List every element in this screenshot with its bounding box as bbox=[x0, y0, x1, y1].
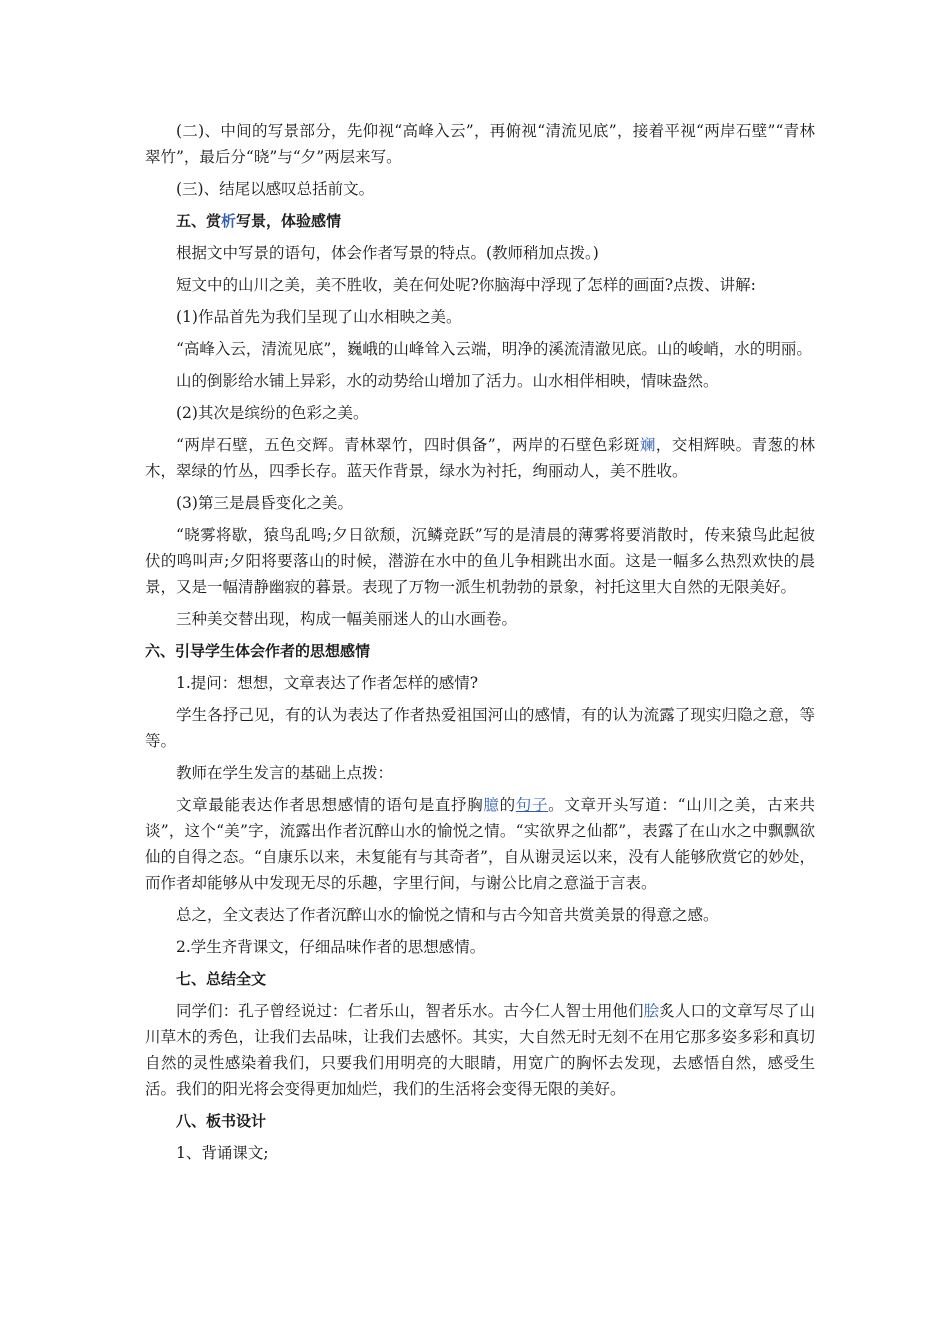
text-run: 析 bbox=[221, 212, 237, 230]
text-run: 臆 bbox=[483, 796, 500, 814]
link-text[interactable]: 句子 bbox=[515, 796, 549, 814]
text-run: 斓 bbox=[639, 436, 656, 454]
text-run: “两岸石壁，五色交辉。青林翠竹，四时俱备”，两岸的石壁色彩斑 bbox=[176, 436, 640, 454]
paragraph bbox=[145, 304, 815, 330]
paragraph bbox=[145, 522, 815, 600]
paragraph bbox=[145, 176, 815, 202]
paragraph bbox=[145, 606, 815, 632]
paragraph bbox=[145, 760, 815, 786]
paragraph bbox=[145, 490, 815, 516]
paragraph bbox=[145, 368, 815, 394]
paragraph bbox=[145, 1140, 815, 1166]
text-run: 六、引导学生体会作者的思想感情 bbox=[145, 642, 371, 660]
paragraph bbox=[145, 272, 815, 298]
paragraph bbox=[145, 240, 815, 266]
text-run: 1、背诵课文; bbox=[176, 1144, 269, 1162]
text-run: (3)第三是晨昏变化之美。 bbox=[176, 494, 353, 512]
document-page bbox=[145, 118, 815, 1172]
text-run: 八、板书设计 bbox=[176, 1112, 267, 1130]
paragraph bbox=[145, 934, 815, 960]
text-run: 同学们：孔子曾经说过：仁者乐山，智者乐水。古今仁人智士用他们 bbox=[176, 1002, 644, 1020]
paragraph bbox=[145, 998, 815, 1102]
text-run: 文章最能表达作者思想感情的语句是直抒胸 bbox=[176, 796, 484, 814]
text-run: 七、总结全文 bbox=[176, 970, 267, 988]
text-run: 脍 bbox=[643, 1002, 660, 1020]
text-run: 。文章开头写道：“山川之美，古来共谈”，这个“美”字，流露出作者沉醉山水的愉悦之情。“实欲界之仙都”，表露了在山水之中飘飘欲仙的自得之态。“自康乐以来，未复能有与其奇者”，自从谢灵运以来，没有人能够欣赏它的妙处，而作者却能够从中发现无尽的乐趣，字里行间，与谢公比肩之意溢于言表。 bbox=[145, 796, 815, 892]
text-run: 总之，全文表达了作者沉醉山水的愉悦之情和与古今知音共赏美景的得意之感。 bbox=[176, 906, 719, 924]
paragraph bbox=[145, 902, 815, 928]
section-heading bbox=[145, 638, 815, 664]
text-run: 学生各抒己见，有的认为表达了作者热爱祖国河山的感情，有的认为流露了现实归隐之意，等等。 bbox=[145, 706, 815, 750]
text-run: “晓雾将歇，猿鸟乱鸣;夕日欲颓，沉鳞竞跃”写的是清晨的薄雾将要消散时，传来猿鸟此起彼伏的鸣叫声;夕阳将要落山的时候，潜游在水中的鱼儿争相跳出水面。这是一幅多么热烈欢快的晨景，又是一幅清静幽寂的暮景。表现了万物一派生机勃勃的景象，衬托这里大自然的无限美好。 bbox=[145, 526, 815, 596]
text-run: ，交相辉映。青葱的林木，翠绿的竹丛，四季长存。蓝天作背景，绿水为衬托，绚丽动人，美不胜收。 bbox=[145, 436, 815, 480]
text-run: 五、赏 bbox=[176, 212, 222, 230]
paragraph bbox=[145, 432, 815, 484]
text-run: 教师在学生发言的基础上点拨： bbox=[176, 764, 394, 782]
text-run: 根据文中写景的语句，体会作者写景的特点。(教师稍加点拨。) bbox=[176, 244, 599, 262]
paragraph bbox=[145, 400, 815, 426]
paragraph bbox=[145, 670, 815, 696]
text-run: 炙人口的文章写尽了山川草木的秀色，让我们去品味，让我们去感怀。其实，大自然无时无刻不在用它那多姿多彩和真切自然的灵性感染着我们，只要我们用明亮的大眼睛，用宽广的胸怀去发现，去感悟自然，感受生活。我们的阳光将会变得更加灿烂，我们的生活将会变得无限的美好。 bbox=[145, 1002, 815, 1098]
paragraph bbox=[145, 702, 815, 754]
text-run: (2)其次是缤纷的色彩之美。 bbox=[176, 404, 369, 422]
paragraph bbox=[145, 792, 815, 896]
section-heading bbox=[145, 966, 815, 992]
text-run: 2.学生齐背课文，仔细品味作者的思想感情。 bbox=[176, 938, 486, 956]
text-run: 的 bbox=[499, 796, 516, 814]
section-heading bbox=[145, 208, 815, 234]
text-run: 写景，体验感情 bbox=[236, 212, 342, 230]
text-run: “高峰入云，清流见底”，巍峨的山峰耸入云端，明净的溪流清澈见底。山的峻峭，水的明丽。 bbox=[176, 340, 812, 358]
text-run: 短文中的山川之美，美不胜收，美在何处呢?你脑海中浮现了怎样的画面?点拨、讲解: bbox=[176, 276, 756, 294]
paragraph bbox=[145, 336, 815, 362]
text-run: (二)、中间的写景部分，先仰视“高峰入云”，再俯视“清流见底”，接着平视“两岸石壁”“青林翠竹”，最后分“晓”与“夕”两层来写。 bbox=[145, 122, 815, 166]
text-run: 1.提问：想想，文章表达了作者怎样的感情? bbox=[176, 674, 479, 692]
section-heading bbox=[145, 1108, 815, 1134]
text-run: 山的倒影给水铺上异彩，水的动势给山增加了活力。山水相伴相映，情味盎然。 bbox=[176, 372, 719, 390]
text-run: 三种美交替出现，构成一幅美丽迷人的山水画卷。 bbox=[176, 610, 518, 628]
paragraph bbox=[145, 118, 815, 170]
text-run: (三)、结尾以感叹总括前文。 bbox=[176, 180, 375, 198]
text-run: (1)作品首先为我们呈现了山水相映之美。 bbox=[176, 308, 462, 326]
